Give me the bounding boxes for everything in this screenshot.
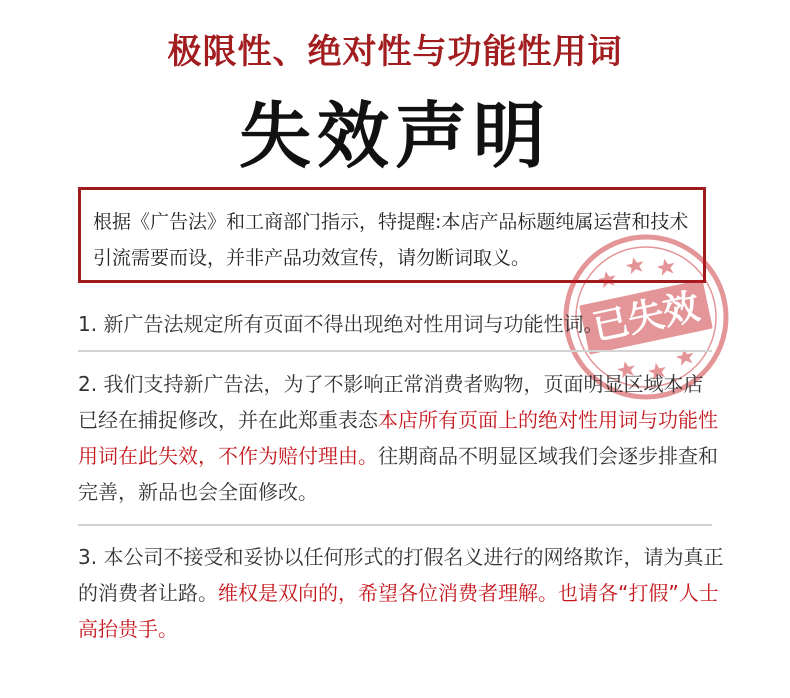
section-1-text: 1. 新广告法规定所有页面不得出现绝对性用词与功能性词。: [78, 312, 604, 336]
divider: [78, 524, 712, 526]
section-3-text: 3. 本公司不接受和妥协以任何形式的打假名义进行的网络欺诈，请为真正的消费者让路。: [78, 545, 724, 605]
section-2-emphasis: 本店所有页面上的绝对性用词与功能性用词在此失效，不作为赔付理由。: [78, 408, 718, 468]
section-3-emphasis: 维权是双向的，希望各位消费者理解。也请各“打假”人士高抬贵手。: [78, 581, 719, 641]
page-title: 失效声明: [238, 94, 551, 178]
section-2-text: 2. 我们支持新广告法，为了不影响正常消费者购物，页面明显区域本店已经在捕捉修改，并在此郑重表态: [78, 372, 704, 432]
divider: [78, 350, 712, 352]
notice-text: 根据《广告法》和工商部门指示，特提醒:本店产品标题纯属运营和技术引流需要而设，并非产品功效宣传，请勿断词取义。: [93, 211, 689, 269]
header-subtitle: 极限性、绝对性与功能性用词: [167, 32, 623, 72]
stamp-label: 已失效: [589, 286, 704, 349]
section-2: [78, 366, 718, 510]
section-1: [78, 306, 718, 342]
section-3: [78, 539, 738, 647]
section-2-text-after: 往期商品不明显区域我们会逐步排查和完善，新品也会全面修改。: [78, 444, 718, 504]
